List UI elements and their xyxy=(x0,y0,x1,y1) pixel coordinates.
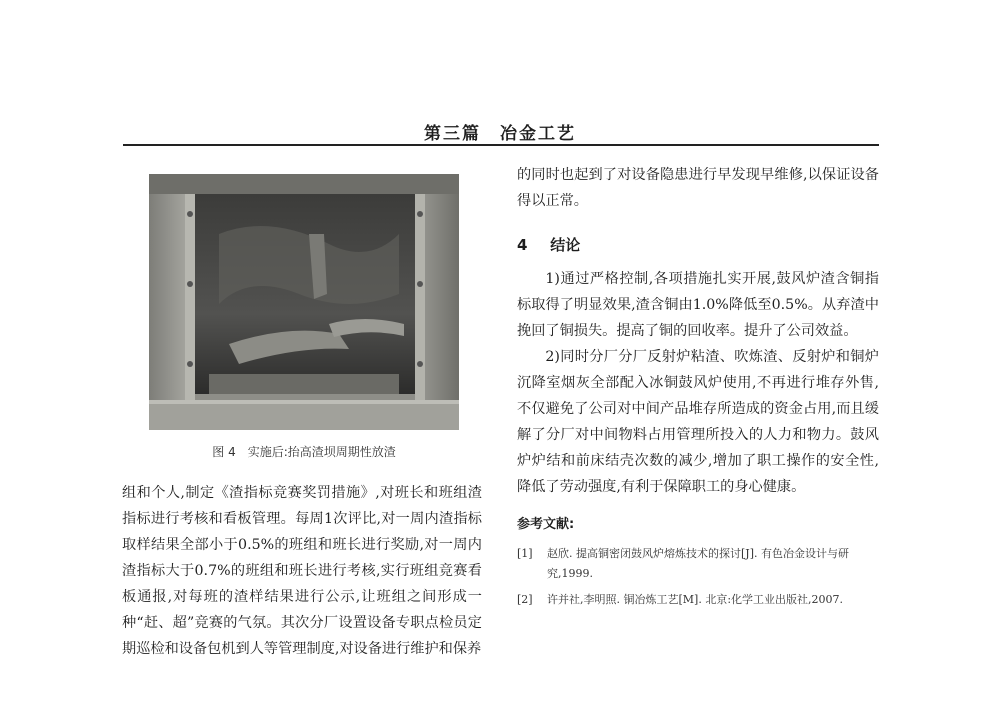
section-title: 结论 xyxy=(550,236,581,254)
page-header-title: 第三篇 冶金工艺 xyxy=(424,124,576,144)
reference-item xyxy=(517,590,879,610)
reference-text: 赵欣. 提高铜密闭鼓风炉熔炼技术的探讨[J]. 有色冶金设计与研究,1999. xyxy=(547,547,849,580)
references-heading: 参考文献: xyxy=(517,517,575,532)
conclusion-point-1: 1)通过严格控制,各项措施扎实开展,鼓风炉渣含铜指标取得了明显效果,渣含铜由1.0%降低至0.5%。从弃渣中挽回了铜损失。提高了铜的回收率。提升了公司效益。 xyxy=(517,271,879,339)
reference-text: 许并社,李明照. 铜冶炼工艺[M]. 北京:化学工业出版社,2007. xyxy=(547,593,844,606)
right-column xyxy=(517,162,879,616)
left-column xyxy=(122,480,482,662)
reference-number: [2] xyxy=(517,593,533,606)
figure-photo xyxy=(149,174,459,430)
section-heading xyxy=(517,234,879,256)
references-list xyxy=(517,544,879,610)
body-paragraph: 组和个人,制定《渣指标竞赛奖罚措施》,对班长和班组渣指标进行考核和看板管理。每周1次评比,对一周内渣指标取样结果全部小于0.5%的班组和班长进行奖励,对一周内渣指标大于0.7%的班组和班长进行考核,实行班组竞赛看板通报,对每班的渣样结果进行公示,让班组之间形成一种“赶、超”竞赛的气氛。其次分厂设置设备专职点检员定期巡检和设备包机到人等管理制度,对设备进行维护和保养 xyxy=(122,485,482,657)
figure-caption: 图 4 实施后:抬高渣坝周期性放渣 xyxy=(212,445,396,459)
continuation-paragraph: 的同时也起到了对设备隐患进行早发现早维修,以保证设备得以正常。 xyxy=(517,167,879,209)
reference-item xyxy=(517,544,879,584)
header-divider xyxy=(123,144,879,146)
section-number: 4 xyxy=(517,236,528,254)
reference-number: [1] xyxy=(517,547,533,560)
conclusion-point-2: 2)同时分厂分厂反射炉粘渣、吹炼渣、反射炉和铜炉沉降室烟灰全部配入冰铜鼓风炉使用,不再进行堆存外售,不仅避免了公司对中间产品堆存所造成的资金占用,而且缓解了分厂对中间物料占用管理所投入的人力和物力。鼓风炉炉结和前床结壳次数的减少,增加了职工操作的安全性,降低了劳动强度,有利于保障职工的身心健康。 xyxy=(517,349,879,495)
